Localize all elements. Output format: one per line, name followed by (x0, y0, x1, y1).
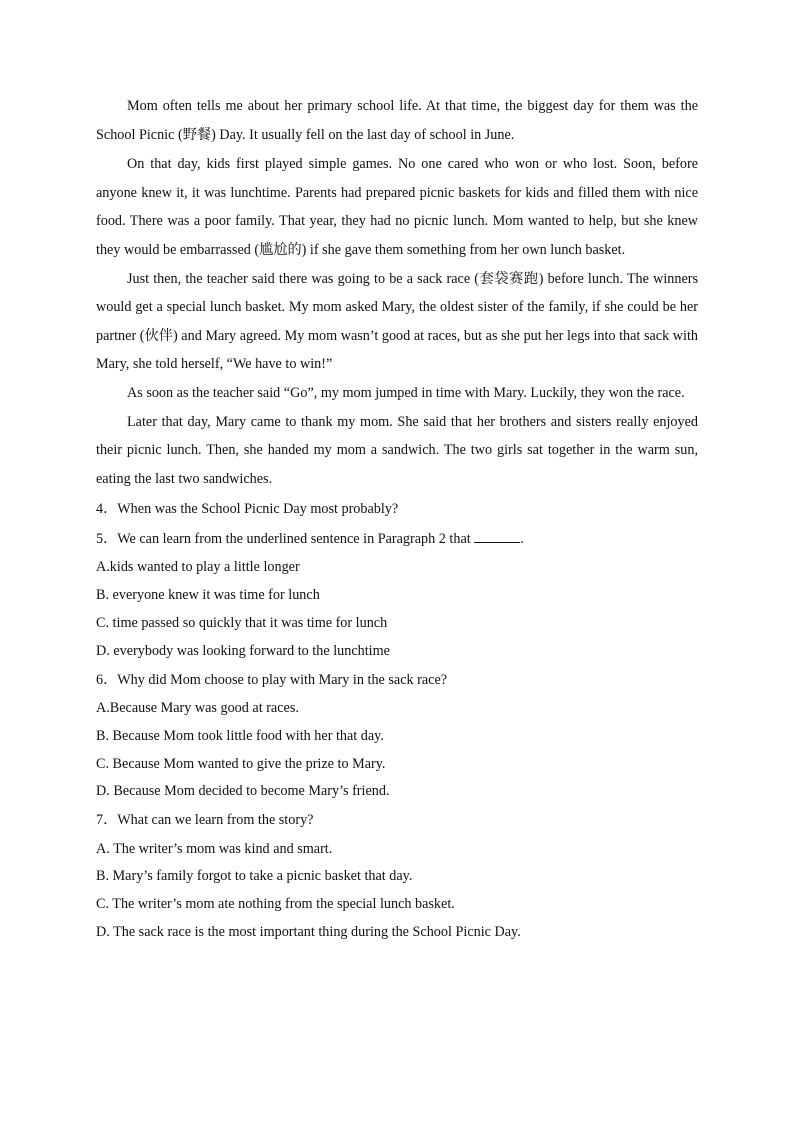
question-7-option-c: C. The writer’s mom ate nothing from the special lunch basket. (96, 896, 455, 913)
question-7-option-d: D. The sack race is the most important thing during the School Picnic Day. (96, 924, 521, 941)
question-7-stem: 7．What can we learn from the story? (96, 812, 314, 829)
question-6-option-b: B. Because Mom took little food with her that day. (96, 727, 384, 744)
passage-paragraph-1: Mom often tells me about her primary school life. At that time, the biggest day for them was the School Picnic (野餐) Day. It usually fell on the last day of school in June. (96, 98, 698, 143)
passage-paragraph-4: As soon as the teacher said “Go”, my mom jumped in time with Mary. Luckily, they won the race. (127, 384, 685, 401)
question-6-option-a: A.Because Mary was good at races. (96, 700, 299, 716)
question-5-option-a: A.kids wanted to play a little longer (96, 559, 300, 576)
document-page (96, 92, 698, 947)
answer-blank (474, 530, 520, 543)
question-5-end: . (520, 530, 524, 547)
question-7-option-a: A. The writer’s mom was kind and smart. (96, 840, 333, 857)
question-6-option-c: C. Because Mom wanted to give the prize to Mary. (96, 755, 386, 772)
question-4-stem: 4．When was the School Picnic Day most probably? (96, 501, 399, 518)
passage-paragraph-3: Just then, the teacher said there was going to be a sack race (套袋赛跑) before lunch. The winners would get a special lunch basket. My mom asked Mary, the oldest sister of the family, if she could be her partner (伙伴) and Mary agreed. My mom wasn’t good at races, but as she put her legs into that sack with Mary, she told herself, “We have to win!” (96, 270, 698, 373)
passage-paragraph-2: On that day, kids first played simple games. No one cared who won or who lost. Soon, before anyone knew it, it was lunchtime. Parents had prepared picnic baskets for kids and filled them with nice food. There was a poor family. That year, they had no picnic lunch. Mom wanted to help, but she knew they would be embarrassed (尴尬的) if she gave them something from her own lunch basket. (96, 156, 698, 258)
question-5-stem (96, 525, 698, 555)
question-7-option-b: B. Mary’s family forgot to take a picnic basket that day. (96, 868, 413, 885)
question-5-option-c: C. time passed so quickly that it was time for lunch (96, 614, 388, 631)
question-5-option-d: D. everybody was looking forward to the lunchtime (96, 642, 390, 659)
question-5-option-b: B. everyone knew it was time for lunch (96, 587, 320, 604)
question-6-stem: 6．Why did Mom choose to play with Mary in the sack race? (96, 671, 448, 688)
question-6-option-d: D. Because Mom decided to become Mary’s friend. (96, 783, 390, 800)
question-5-text: 5．We can learn from the underlined sentence in Paragraph 2 that (96, 530, 471, 547)
passage-paragraph-5: Later that day, Mary came to thank my mom. She said that her brothers and sisters really enjoyed their picnic lunch. Then, she handed my mom a sandwich. The two girls sat together in the warm sun, eating the last two sandwiches. (96, 413, 698, 487)
